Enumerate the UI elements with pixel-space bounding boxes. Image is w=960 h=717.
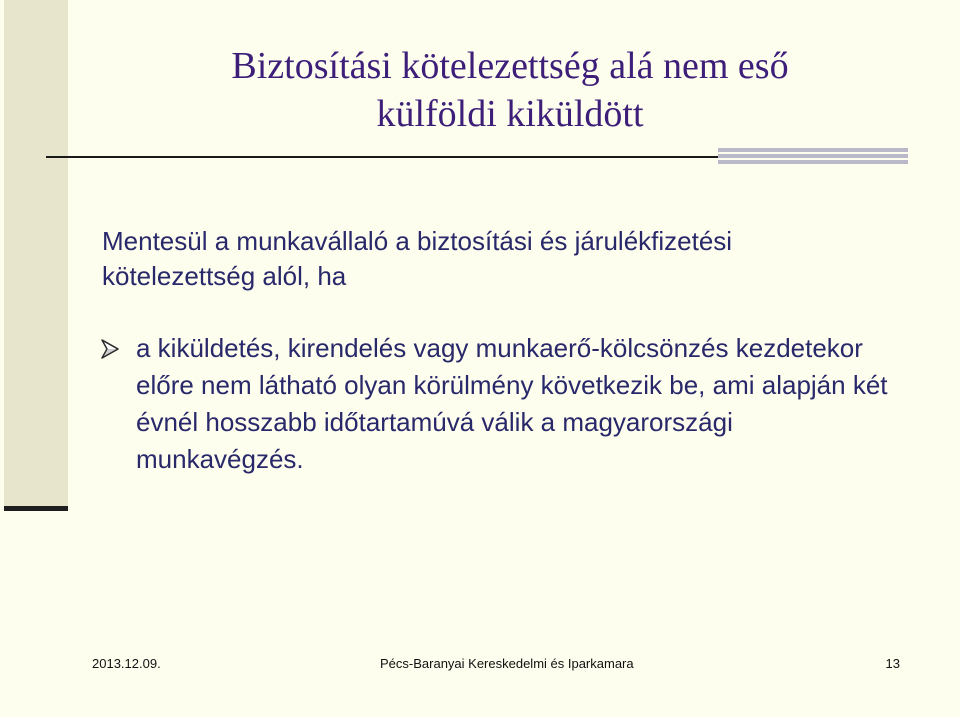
title-line-1: Biztosítási kötelezettség alá nem eső	[231, 45, 789, 87]
accent-stripe	[718, 148, 908, 152]
title-line-2: külföldi kiküldött	[376, 93, 644, 135]
left-decorative-bar	[4, 0, 68, 508]
footer-organization: Pécs-Baranyai Kereskedelmi és Iparkamara	[380, 656, 634, 671]
arrowhead-bullet-icon	[100, 339, 120, 359]
accent-stripe	[718, 160, 908, 164]
title-divider-accent	[718, 148, 908, 164]
slide-title	[110, 42, 910, 138]
bullet-text: a kiküldetés, kirendelés vagy munkaerő-kölcsönzés kezdetekor előre nem látható olyan körülmény következik be, ami alapján két évnél hosszabb időtartamúvá válik a magyarországi munkavégzés.	[136, 333, 888, 474]
title-divider	[46, 156, 718, 158]
intro-paragraph: Mentesül a munkavállaló a biztosítási és járulékfizetési kötelezettség alól, ha	[102, 226, 733, 291]
footer-page-number: 13	[885, 656, 900, 671]
footer-date: 2013.12.09.	[92, 656, 161, 671]
left-bar-underline	[4, 506, 68, 511]
accent-stripe	[718, 154, 908, 158]
